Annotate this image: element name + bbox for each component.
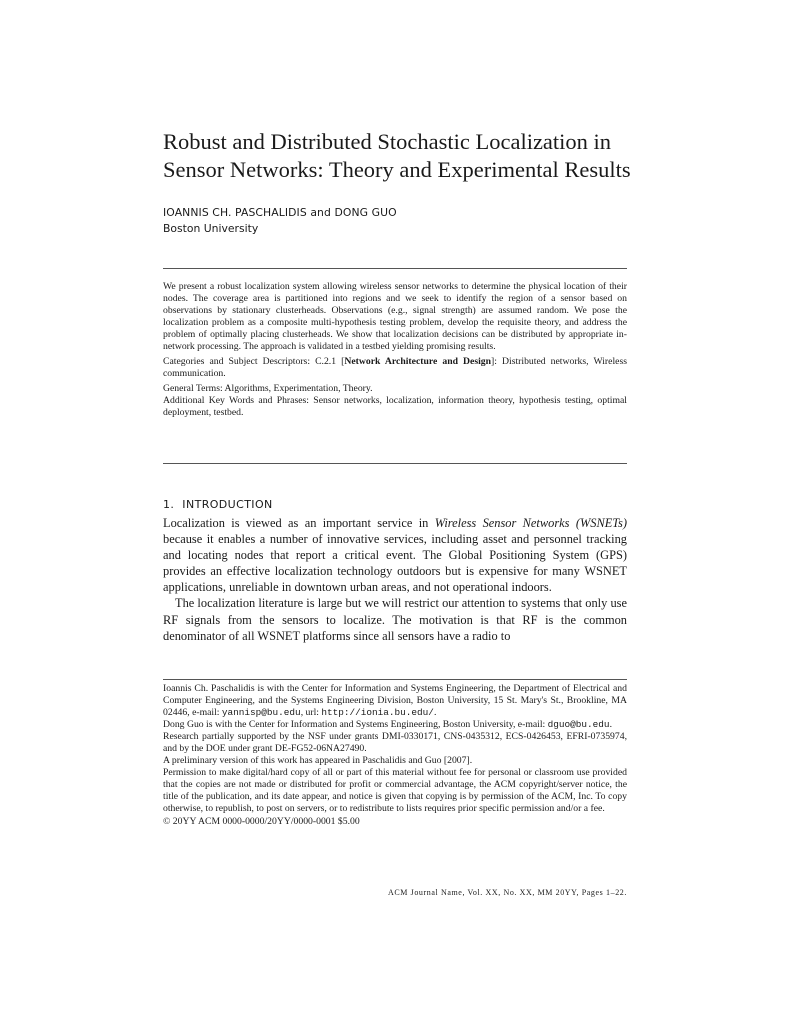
footnote-copyright: © 20YY ACM 0000-0000/20YY/0000-0001 $5.00 — [163, 815, 360, 827]
footnote-rule — [163, 679, 627, 680]
email-link-2[interactable]: dguo@bu.edu — [547, 719, 610, 731]
footnotes — [163, 683, 627, 828]
author-list: IOANNIS CH. PASCHALIDIS and DONG GUO — [163, 206, 397, 219]
url-link[interactable]: http://ionia.bu.edu/ — [321, 707, 434, 719]
journal-footer: ACM Journal Name, Vol. XX, No. XX, MM 20YY, Pages 1–22. — [387, 888, 627, 897]
categories-bold-term: Network Architecture and Design — [344, 356, 492, 368]
abstract-text: We present a robust localization system allowing wireless sensor networks to determine the physical location of their nodes. The coverage area is partitioned into regions and we seek to identify the region of a sensor based on observations by stationary clusterheads. Observations (e.g., signal strength) are assumed random. We pose the localization problem as a composite multi-hypothesis testing problem, develop the requisite theory, and address the problem of optimally placing clusterheads. We show that localization decisions can be distributed by appropriate in-network processing. The approach is validated in a testbed yielding promising results. — [163, 281, 627, 353]
intro-paragraph-2: The localization literature is large but we will restrict our attention to systems that only use RF signals from the sensors to localize. The motivation is that RF is the common denominator of all WSNET platforms since all sensors have a radio to — [163, 596, 627, 643]
intro-paragraph-1: Localization is viewed as an important service in Wireless Sensor Networks (WSNETs) because it enables a number of innovative services, including asset and personnel tracking and locating nodes that report a critical event. The Global Positioning System (GPS) provides an effective localization technology outdoors but is expensive for many WSNET applications, unreliable in downtown urban areas, and not operational indoors. — [163, 516, 627, 595]
introduction-body — [163, 515, 627, 644]
keywords: Additional Key Words and Phrases: Sensor networks, localization, information theory, hypothesis testing, optimal deployment, testbed. — [163, 395, 627, 419]
email-link-1[interactable]: yannisp@bu.edu — [221, 707, 301, 719]
footnote-author-1: Ioannis Ch. Paschalidis is with the Center for Information and Systems Engineering, the Department of Electrical and Computer Engineering, and the Systems Engineering Division, Boston University, 15 St. Mary's St., Brookline, MA 02446, e-mail: yannisp@bu.edu, url: http://ionia.bu.edu/. — [163, 683, 627, 719]
intro-italic-term: Wireless Sensor Networks (WSNETs) — [434, 516, 627, 530]
footnote-preliminary: A preliminary version of this work has appeared in Paschalidis and Guo [2007]. — [163, 755, 473, 767]
categories-descriptors: Categories and Subject Descriptors: C.2.1 [Network Architecture and Design]: Distributed networks, Wireless communication. — [163, 356, 627, 380]
footnote-permission: Permission to make digital/hard copy of all or part of this material without fee for personal or classroom use provided that the copies are not made or distributed for profit or commercial advantage, the ACM copyright/server notice, the title of the publication, and its date appear, and notice is given that copying is by permission of the ACM, Inc. To copy otherwise, to republish, to post on servers, or to redistribute to lists requires prior specific permission and/or a fee. — [163, 767, 627, 815]
section-heading — [163, 498, 273, 511]
section-number: 1. — [163, 498, 175, 511]
footnote-author-2: Dong Guo is with the Center for Information and Systems Engineering, Boston University, e-mail: dguo@bu.edu. — [163, 719, 612, 731]
affiliation: Boston University — [163, 222, 259, 235]
section-title: INTRODUCTION — [182, 498, 273, 511]
abstract-bottom-rule — [163, 463, 627, 464]
abstract-top-rule — [163, 268, 627, 269]
title-line-2: Sensor Networks: Theory and Experimental Results — [163, 157, 631, 182]
title-line-1: Robust and Distributed Stochastic Localization in — [163, 129, 612, 154]
general-terms: General Terms: Algorithms, Experimentation, Theory. — [163, 383, 373, 395]
abstract — [163, 281, 627, 420]
footnote-funding: Research partially supported by the NSF under grants DMI-0330171, CNS-0435312, ECS-0426453, EFRI-0735974, and by the DOE under grant DE-FG52-06NA27490. — [163, 731, 627, 755]
paper-title — [163, 128, 633, 184]
